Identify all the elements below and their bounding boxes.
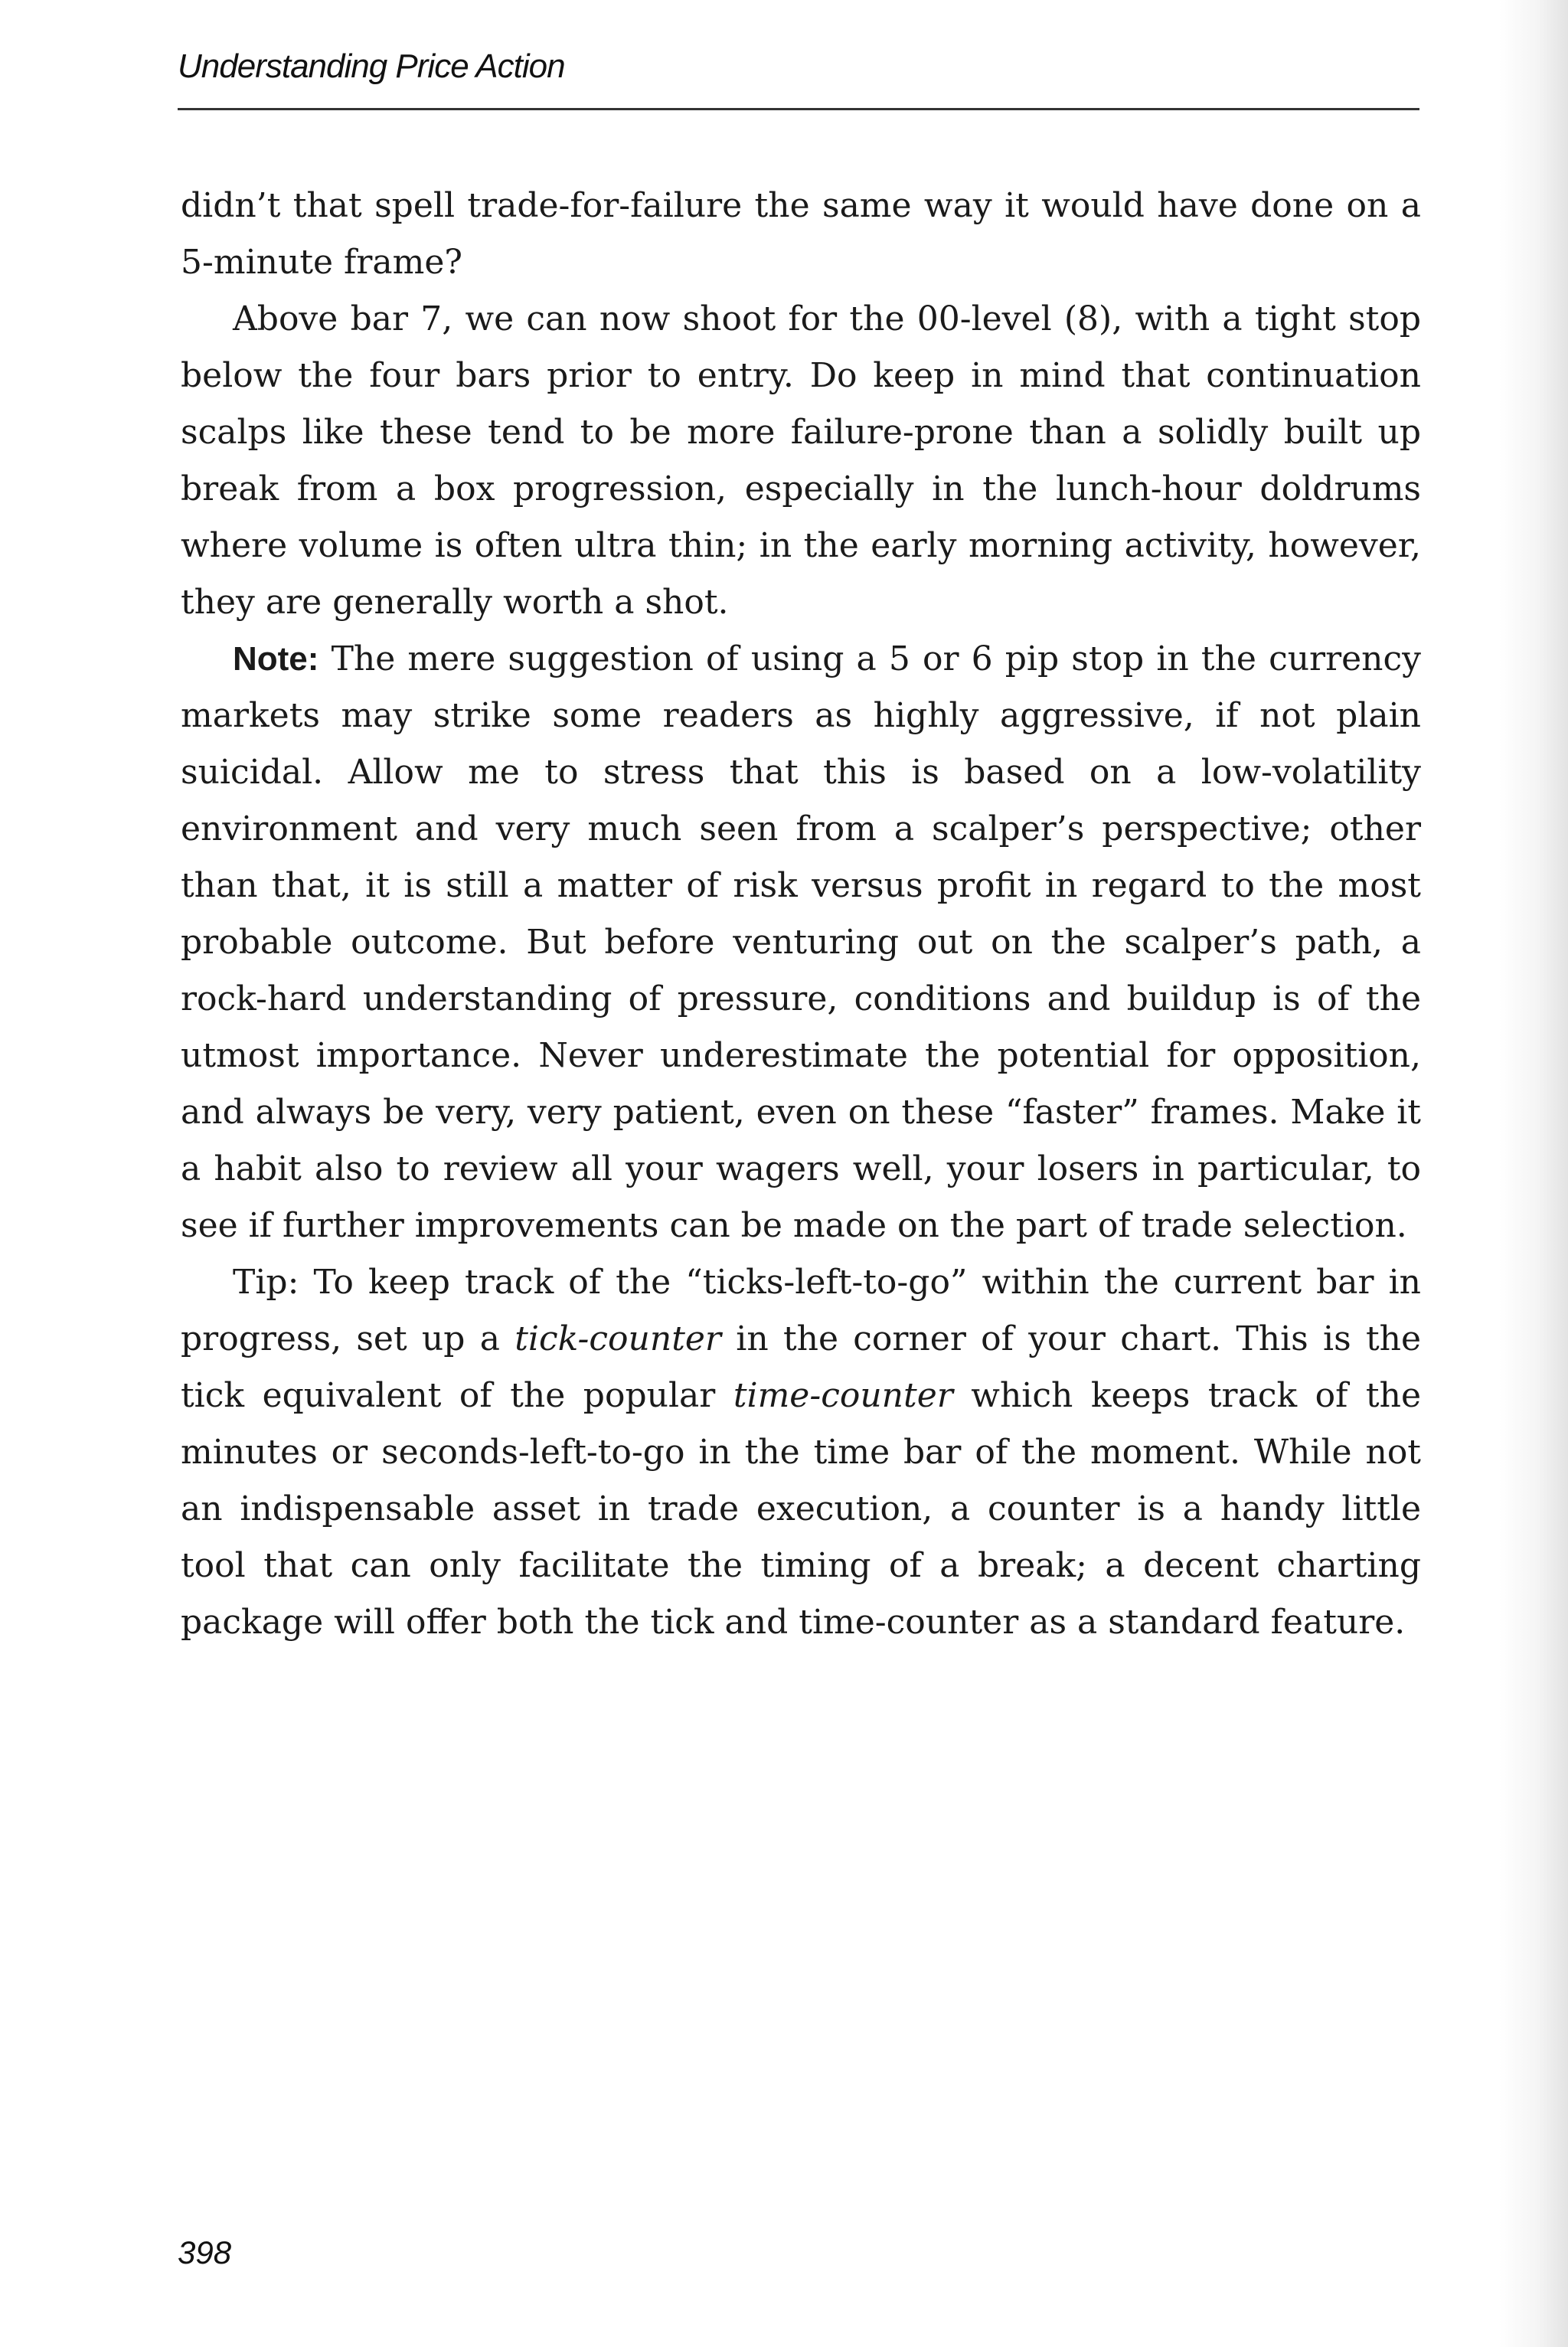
tip-text-part-1: Tip: To keep track of the “ticks-left-to-go” within the current bar in progress, set up a	[181, 1263, 1421, 1358]
tip-term-tick-counter: tick-counter	[514, 1319, 721, 1358]
running-header: Understanding Price Action	[178, 47, 565, 85]
paragraph-note	[181, 631, 1421, 1254]
tip-term-time-counter: time-counter	[733, 1376, 953, 1415]
page-number: 398	[178, 2234, 232, 2270]
note-text: The mere suggestion of using a 5 or 6 pip stop in the currency markets may strike some readers as highly aggressive, if not plain suicidal. Allow me to stress that this is based on a low-volatility environment and very much seen from a scalper’s perspective; other than that, it is still a matter of risk versus profit in regard to the most probable outcome. But before venturing out on the scalper’s path, a rock-hard understanding of pressure, conditions and buildup is of the utmost importance. Never underestimate the potential for opposition, and always be very, very patient, even on these “faster” frames. Make it a habit also to review all your wagers well, your losers in particular, to see if further improvements can be made on the part of trade selection.	[181, 639, 1421, 1245]
paragraph-tip	[181, 1254, 1421, 1651]
header-rule	[178, 108, 1419, 110]
paragraph-continuation: didn’t that spell trade-for-failure the same way it would have done on a 5-minute frame?	[181, 186, 1421, 282]
note-label: Note:	[233, 640, 319, 678]
body-text	[181, 178, 1421, 1651]
page-edge-shadow	[1499, 0, 1568, 2347]
paragraph-bar-7: Above bar 7, we can now shoot for the 00-level (8), with a tight stop below the four bars prior to entry. Do keep in mind that continuation scalps like these tend to be more failure-prone than a solidly built up break from a box progression, especially in the lunch-hour doldrums where volume is often ultra thin; in the early morning activity, however, they are generally worth a shot.	[181, 299, 1421, 622]
tip-text-part-2: in the corner of your chart. This is the tick equivalent of the popular	[181, 1319, 1421, 1415]
tip-text-part-3: which keeps track of the minutes or seconds-left-to-go in the time bar of the moment. While not an indispensable asset in trade execution, a counter is a handy little tool that can only facilitate the timing of a break; a decent charting package will offer both the tick and time-counter as a standard feature.	[181, 1376, 1421, 1642]
